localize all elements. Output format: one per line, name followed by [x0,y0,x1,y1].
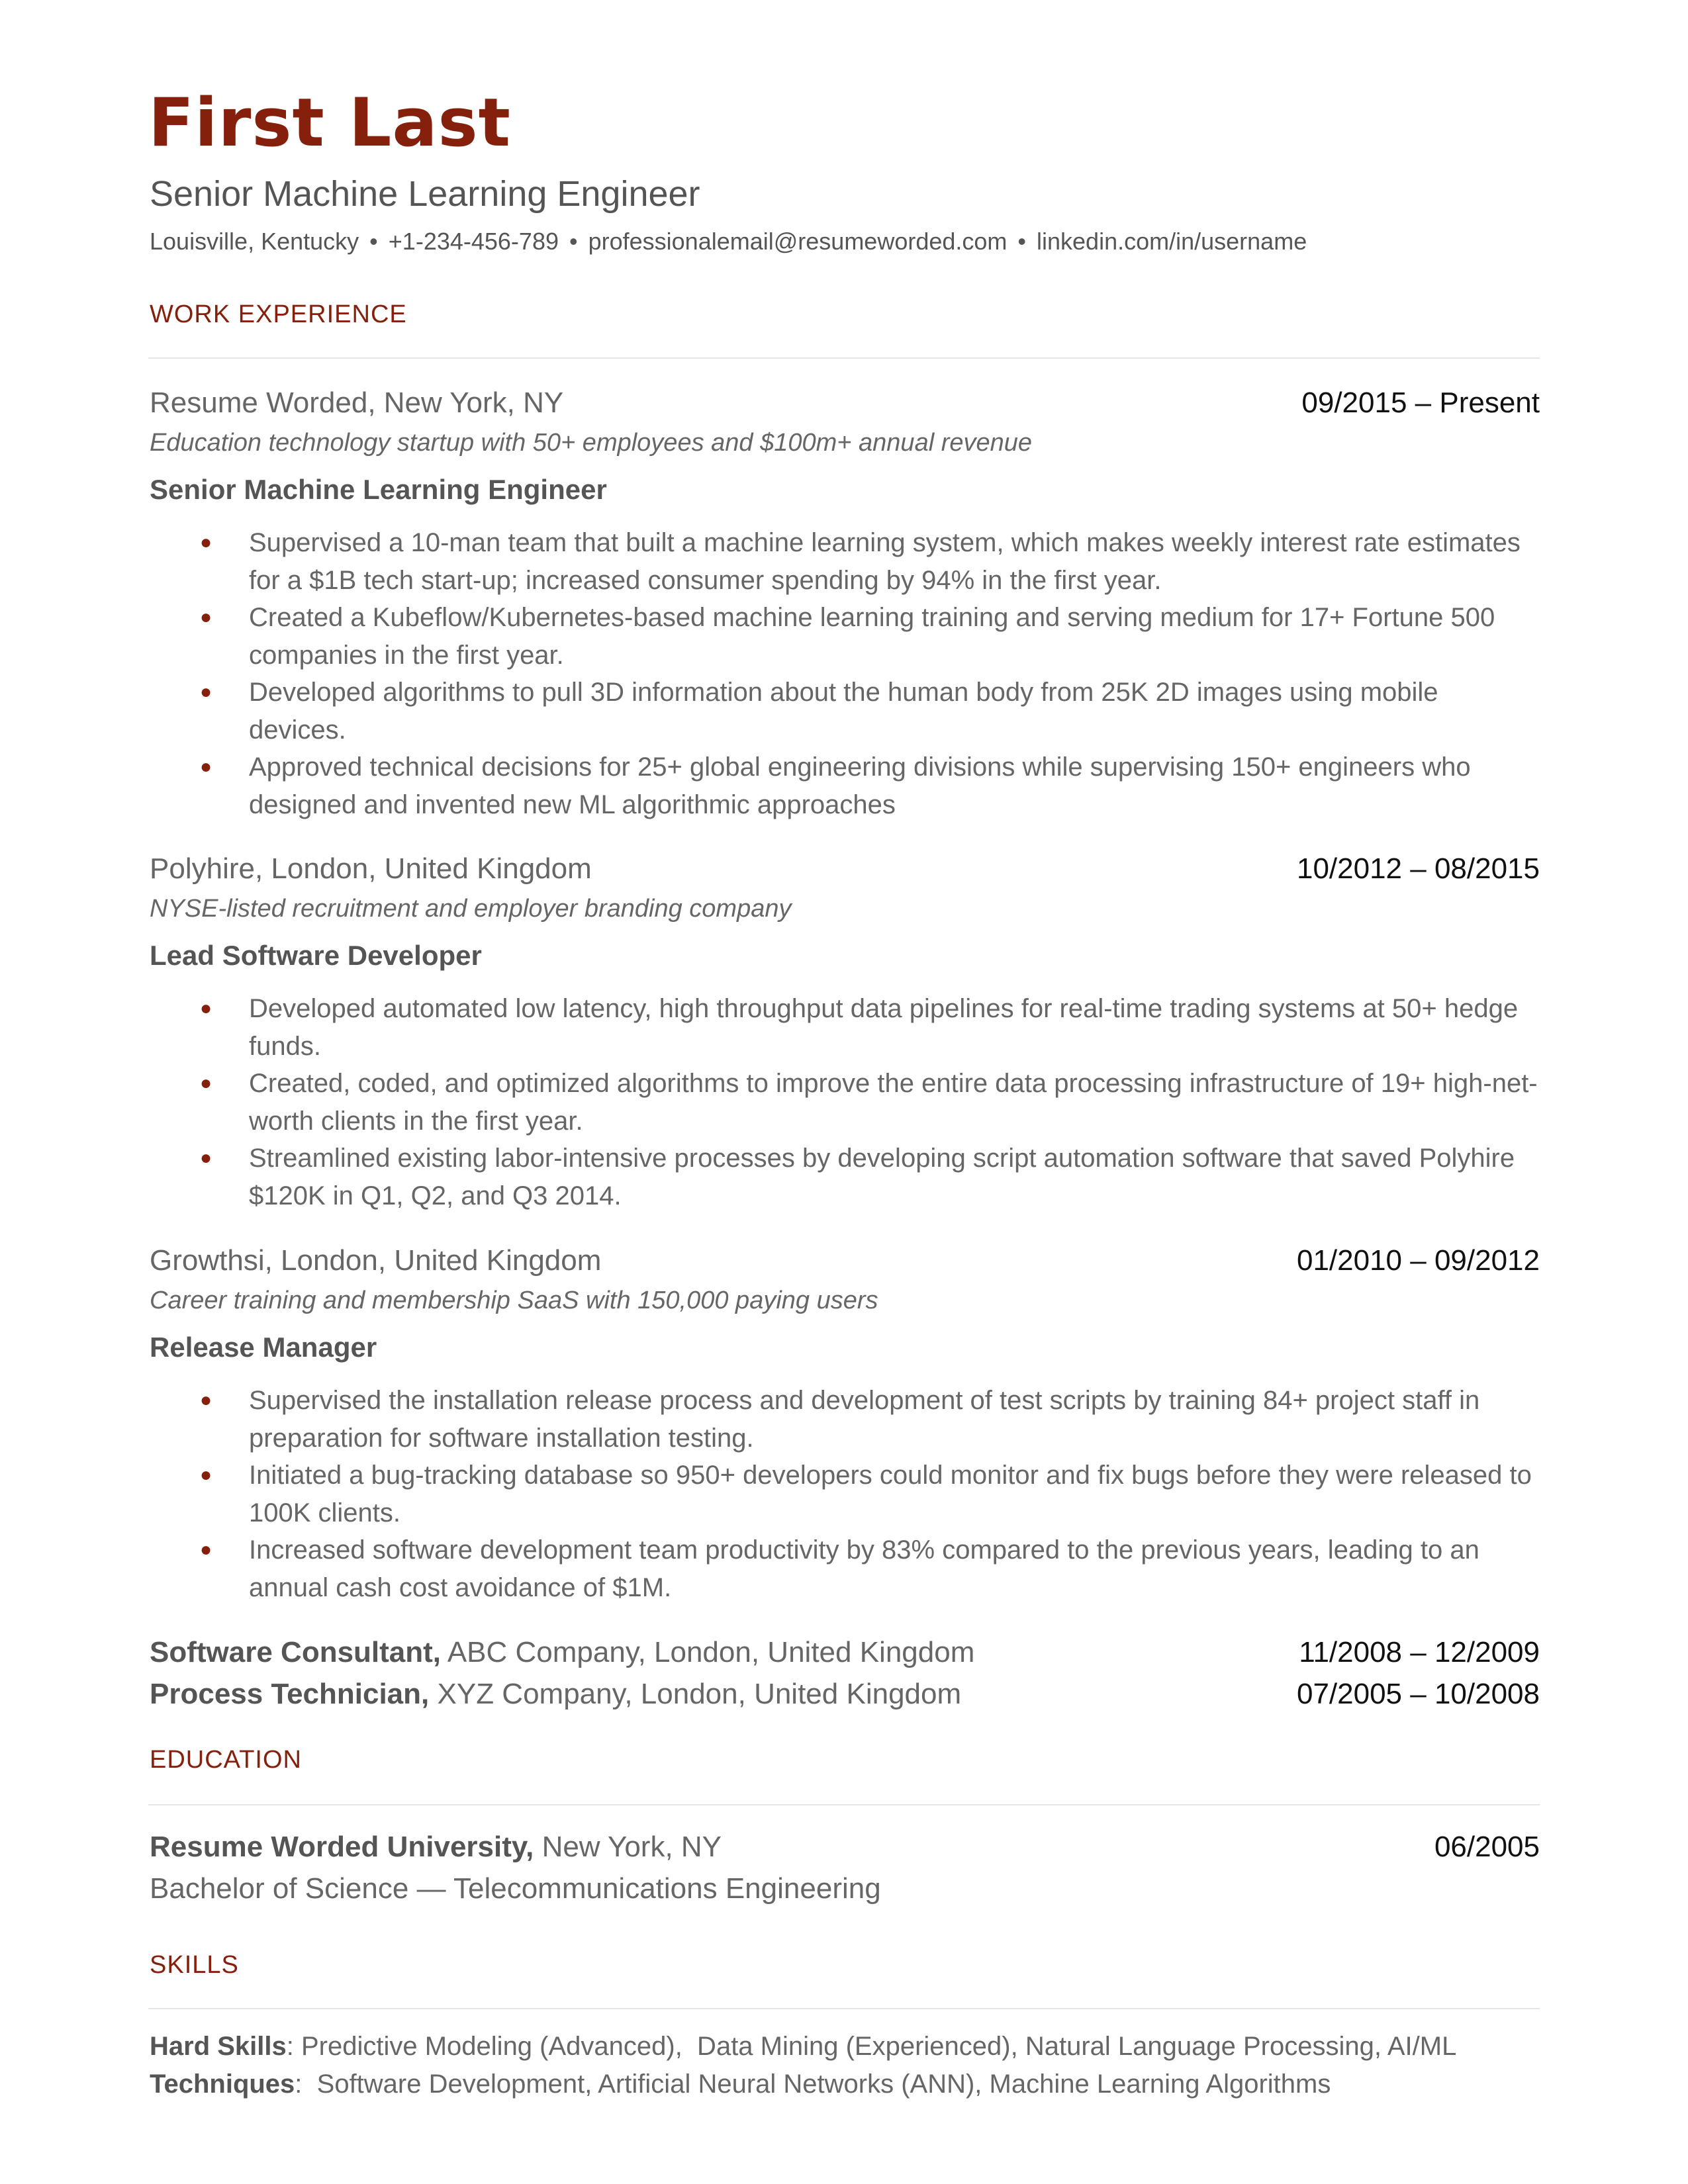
job-title: Lead Software Developer [150,940,482,971]
candidate-name: First Last [148,83,511,161]
bullet-text: Initiated a bug-tracking database so 950+ developers could monitor and fix bugs before they were released to 100K clients. [249,1461,1532,1527]
list-item [148,749,1540,823]
list-item [148,1457,1540,1531]
separator-dot: • [1017,228,1027,255]
job-bullets [148,990,1540,1214]
bullet-icon: ● [200,1147,212,1169]
contact-location: Louisville, Kentucky [150,228,359,255]
bullet-text: Developed algorithms to pull 3D information about the human body from 25K 2D images using mobile devices. [249,678,1438,745]
job-header [148,387,1540,424]
bullet-text: Supervised the installation release process and development of test scripts by training 84+ project staff in preparation for software installation testing. [249,1386,1480,1453]
list-item [148,599,1540,674]
list-item [148,1382,1540,1457]
earlier-role-company: XYZ Company, London, United Kingdom [437,1678,962,1710]
earlier-role-title: Software Consultant, [150,1636,442,1668]
hard-skills-label: Hard Skills [150,2032,287,2061]
bullet-text: Increased software development team productivity by 83% compared to the previous years, leading to an annual cash cost avoidance of $1M. [249,1535,1479,1602]
job-header [148,1244,1540,1281]
bullet-text: Created a Kubeflow/Kubernetes-based machine learning training and serving medium for 17+ Fortune 500 companies in the first year. [249,603,1495,670]
job-title: Release Manager [150,1332,377,1363]
bullet-icon: ● [200,1539,212,1561]
techniques-line [150,2070,1331,2099]
list-item [148,1531,1540,1606]
section-heading-education: EDUCATION [150,1746,302,1774]
techniques-value: : Software Development, Artificial Neural Networks (ANN), Machine Learning Algorithms [295,2070,1331,2099]
earlier-role-row [148,1678,1540,1715]
bullet-text: Created, coded, and optimized algorithms to improve the entire data processing infrastructure of 19+ high-net-worth clients in the first year. [249,1069,1538,1136]
education-institution [150,1831,722,1864]
contact-email[interactable]: professionalemail@resumeworded.com [588,228,1008,255]
education-location: New York, NY [541,1831,722,1863]
earlier-role [150,1636,974,1669]
section-divider [148,357,1540,359]
list-item [148,674,1540,749]
separator-dot: • [569,228,578,255]
bullet-icon: ● [200,1464,212,1486]
bullet-icon: ● [200,681,212,703]
earlier-role-title: Process Technician, [150,1678,430,1710]
earlier-role-row [148,1636,1540,1673]
bullet-icon: ● [200,606,212,628]
section-heading-work: WORK EXPERIENCE [150,300,407,328]
job-description: Education technology startup with 50+ employees and $100m+ annual revenue [150,429,1033,457]
job-description: Career training and membership SaaS with 150,000 paying users [150,1287,878,1314]
job-bullets [148,1382,1540,1606]
job-header [148,852,1540,889]
job-description: NYSE-listed recruitment and employer branding company [150,895,792,923]
job-company: Resume Worded, New York, NY [150,387,564,419]
education-degree: Bachelor of Science — Telecommunications Engineering [150,1872,881,1905]
bullet-icon: ● [200,756,212,778]
earlier-role-dates: 07/2005 – 10/2008 [1296,1678,1540,1710]
earlier-role-company: ABC Company, London, United Kingdom [447,1636,975,1668]
earlier-role [150,1678,961,1711]
list-item [148,1065,1540,1140]
bullet-text: Supervised a 10-man team that built a machine learning system, which makes weekly interest rate estimates for a $1B tech start-up; increased consumer spending by 94% in the first year. [249,528,1521,595]
job-bullets [148,524,1540,823]
job-dates: 01/2010 – 09/2012 [1296,1244,1540,1277]
hard-skills-value: : Predictive Modeling (Advanced), Data Mining (Experienced), Natural Language Processing, AI/ML [286,2032,1457,2061]
bullet-icon: ● [200,531,212,553]
job-company: Polyhire, London, United Kingdom [150,852,592,885]
education-school: Resume Worded University, [150,1831,534,1863]
list-item [148,524,1540,599]
section-divider [148,2008,1540,2009]
education-row [148,1831,1540,1868]
techniques-label: Techniques [150,2070,295,2099]
bullet-icon: ● [200,1072,212,1094]
job-title: Senior Machine Learning Engineer [150,474,607,505]
bullet-text: Developed automated low latency, high throughput data pipelines for real-time trading systems at 50+ hedge funds. [249,994,1519,1061]
contact-linkedin[interactable]: linkedin.com/in/username [1037,228,1307,255]
list-item [148,990,1540,1065]
contact-line [150,228,1307,255]
separator-dot: • [369,228,378,255]
bullet-icon: ● [200,1389,212,1411]
bullet-text: Approved technical decisions for 25+ global engineering divisions while supervising 150+ engineers who designed and invented new ML algorithmic approaches [249,752,1471,819]
earlier-role-dates: 11/2008 – 12/2009 [1299,1636,1540,1668]
bullet-icon: ● [200,997,212,1019]
section-divider [148,1804,1540,1805]
education-date: 06/2005 [1434,1831,1540,1863]
section-heading-skills: SKILLS [150,1951,239,1979]
job-dates: 09/2015 – Present [1301,387,1540,419]
list-item [148,1140,1540,1214]
hard-skills-line [150,2032,1456,2062]
contact-phone: +1-234-456-789 [388,228,559,255]
candidate-title: Senior Machine Learning Engineer [150,174,700,214]
job-dates: 10/2012 – 08/2015 [1296,852,1540,885]
bullet-text: Streamlined existing labor-intensive processes by developing script automation software that saved Polyhire $120K in Q1, Q2, and Q3 2014. [249,1144,1515,1210]
job-company: Growthsi, London, United Kingdom [150,1244,602,1277]
